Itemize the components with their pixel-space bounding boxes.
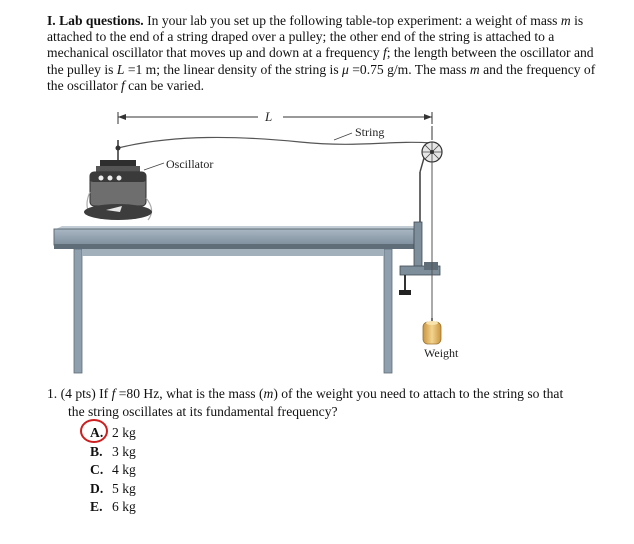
pulley (420, 126, 442, 262)
length-dimension (118, 112, 432, 124)
weight-label: Weight (424, 346, 459, 360)
intro-text-1: In your lab you set up the following table-top experiment: a weight of mass (143, 13, 561, 28)
weight (423, 318, 441, 344)
choice-letter: E. (90, 499, 103, 514)
question-var-m: m (263, 386, 274, 401)
choice-text: 4 kg (112, 462, 136, 477)
choice-letter: D. (90, 480, 104, 496)
question-points: (4 pts) If (57, 386, 112, 401)
question-number: 1. (47, 386, 58, 401)
length-label: L (265, 109, 273, 124)
choice-letter: A. (90, 425, 104, 440)
question-line-2: the string oscillates at its fundamental frequency? (68, 404, 338, 419)
var-mu: μ (342, 61, 349, 77)
var-m2: m (469, 61, 480, 77)
choice-letter: C. (90, 462, 104, 477)
intro-text-3: ; the length between the oscillator and the pulley is (47, 45, 594, 77)
intro-text-2: is attached to the end of a string draped over a pulley; the other end of the string is attached to a mechanical oscillator that moves up and down at a frequency (47, 13, 584, 61)
choice-text: 2 kg (112, 425, 136, 440)
question-1 (47, 385, 612, 421)
var-f: f (382, 45, 387, 61)
string (118, 137, 432, 148)
choice-c[interactable] (90, 461, 136, 480)
choice-b[interactable] (90, 443, 136, 462)
question-line-1 (47, 385, 612, 403)
choice-text: 5 kg (112, 480, 136, 496)
var-L: L (116, 61, 125, 77)
oscillator (84, 140, 152, 220)
var-m: m (560, 13, 571, 28)
choice-text: 6 kg (112, 499, 136, 514)
intro-text-4: =1 m; the linear density of the string is (124, 61, 343, 77)
intro-text-5: =0.75 g/m. The mass (348, 61, 470, 77)
intro-text-7: can be varied. (124, 77, 205, 93)
question-text-1: =80 Hz, what is the mass ( (115, 386, 264, 401)
oscillator-pointer (144, 163, 164, 170)
question-var-f: f (111, 386, 116, 401)
intro-text-6: and the frequency of the oscillator (47, 61, 596, 93)
string-pointer (334, 133, 352, 140)
var-f2: f (121, 77, 125, 93)
oscillator-label: Oscillator (166, 157, 214, 171)
section-heading: I. Lab questions. (47, 13, 144, 28)
string-label: String (355, 125, 385, 139)
choice-letter: B. (90, 443, 103, 459)
answer-choices (90, 424, 136, 517)
choice-a[interactable] (90, 424, 136, 443)
choice-d[interactable] (90, 480, 136, 499)
question-text-2: ) of the weight you need to attach to the string so that (273, 386, 564, 401)
choice-e[interactable] (90, 498, 136, 517)
choice-text: 3 kg (112, 443, 136, 459)
table (54, 226, 418, 373)
